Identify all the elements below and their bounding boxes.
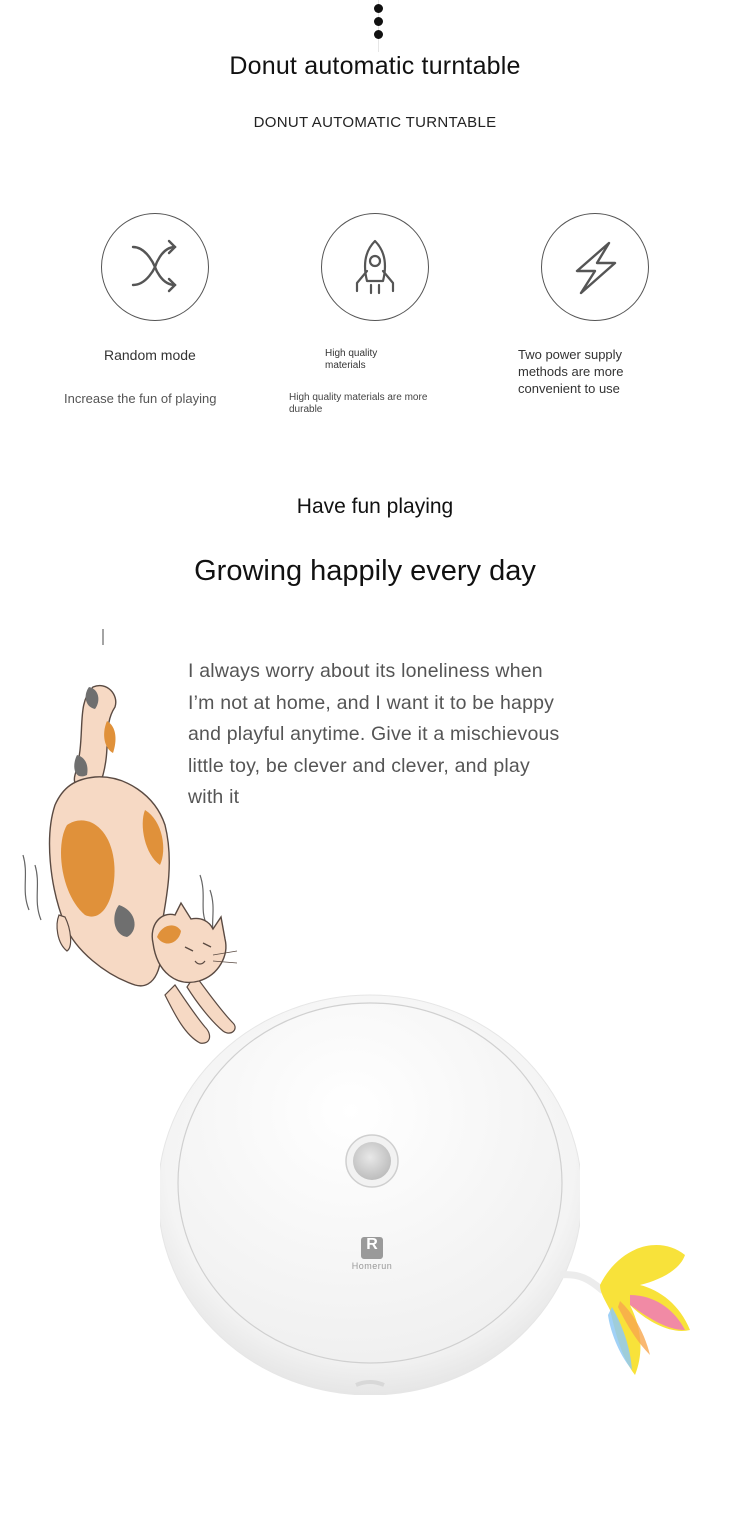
brand-name: Homerun [351, 1261, 393, 1271]
feature-power-supply [541, 213, 649, 321]
feature-description: High quality materials are more durable [289, 392, 428, 415]
page-subtitle: DONUT AUTOMATIC TURNTABLE [253, 114, 497, 131]
section-subheading: Growing happily every day [194, 555, 536, 587]
feature-materials [321, 213, 429, 321]
rocket-icon [345, 237, 405, 297]
section-paragraph: I always worry about its loneliness when I’m not at home, and I want it to be happy and playful anytime. Give it a mischievous little toy, be clever and clever, and play with it [188, 660, 560, 808]
product-turntable [160, 985, 580, 1395]
turntable-illustration [160, 985, 580, 1395]
shuffle-icon [125, 237, 185, 297]
feature-label: High quality materials [325, 348, 378, 371]
feather-toy [560, 1235, 710, 1385]
feature-label: Random mode [104, 347, 196, 363]
brand-logo: R [366, 1236, 378, 1253]
feature-random-mode [101, 213, 209, 321]
section-heading: Have fun playing [296, 495, 454, 518]
feature-label: Two power supply methods are more convenient to use [518, 347, 624, 396]
feature-description: Increase the fun of playing [64, 391, 217, 406]
section-connector [372, 0, 386, 52]
page-title: Donut automatic turntable [229, 52, 521, 80]
lightning-icon [565, 237, 625, 297]
